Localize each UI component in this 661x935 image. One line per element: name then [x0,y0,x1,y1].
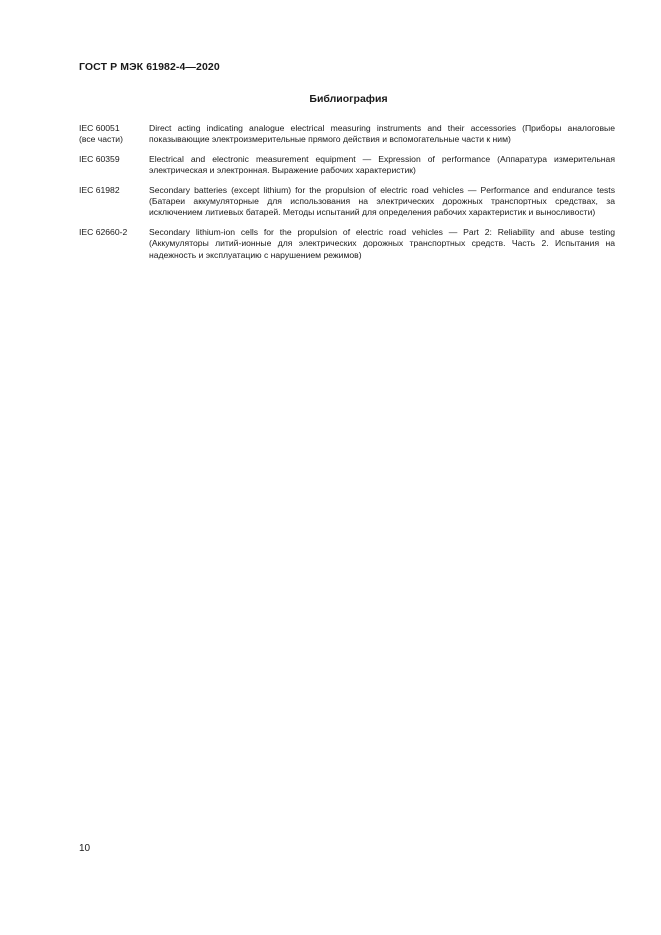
bibliography-entry-text: Secondary lithium-ion cells for the propulsion of electric road vehicles — Part 2: Reliability and abuse testing (Аккумуляторы литий-ионные для электрических дорожных транспортных средств. Часть 2. Испытания на надежность и эксплуатацию с нарушением режимов) [149,226,615,260]
bibliography-entry-text: Direct acting indicating analogue electrical measuring instruments and their accessories (Приборы аналоговые показывающие электроизмерительные прямого действия и вспомогательные части к ним) [149,123,615,145]
bibliography-entry-text: Secondary batteries (except lithium) for the propulsion of electric road vehicles — Performance and endurance tests (Батареи аккумуляторные для использования на электрических дорожных транспортных средствах, за исключением литиевых батарей. Методы испытаний для определения рабочих характеристик и выносливости) [149,184,615,218]
bibliography-entry-code: IEC 61982 [79,184,120,195]
bibliography-entry [79,185,615,219]
bibliography-entry-code: IEC 60359 [79,153,120,164]
bibliography-entry-code: IEC 60051 (все части) [79,123,123,145]
document-header-id: ГОСТ Р МЭК 61982-4—2020 [79,61,220,73]
section-title: Библиография [309,93,388,105]
bibliography-entry-text: Electrical and electronic measurement equipment — Expression of performance (Аппаратура измерительная электрическая и электронная. Выражение рабочих характеристик) [149,153,615,176]
bibliography-entry-code: IEC 62660-2 [79,226,128,237]
bibliography-entry [79,227,615,261]
bibliography-list [79,123,615,269]
page-number: 10 [79,843,91,854]
bibliography-entry [79,123,615,146]
bibliography-entry [79,154,615,177]
